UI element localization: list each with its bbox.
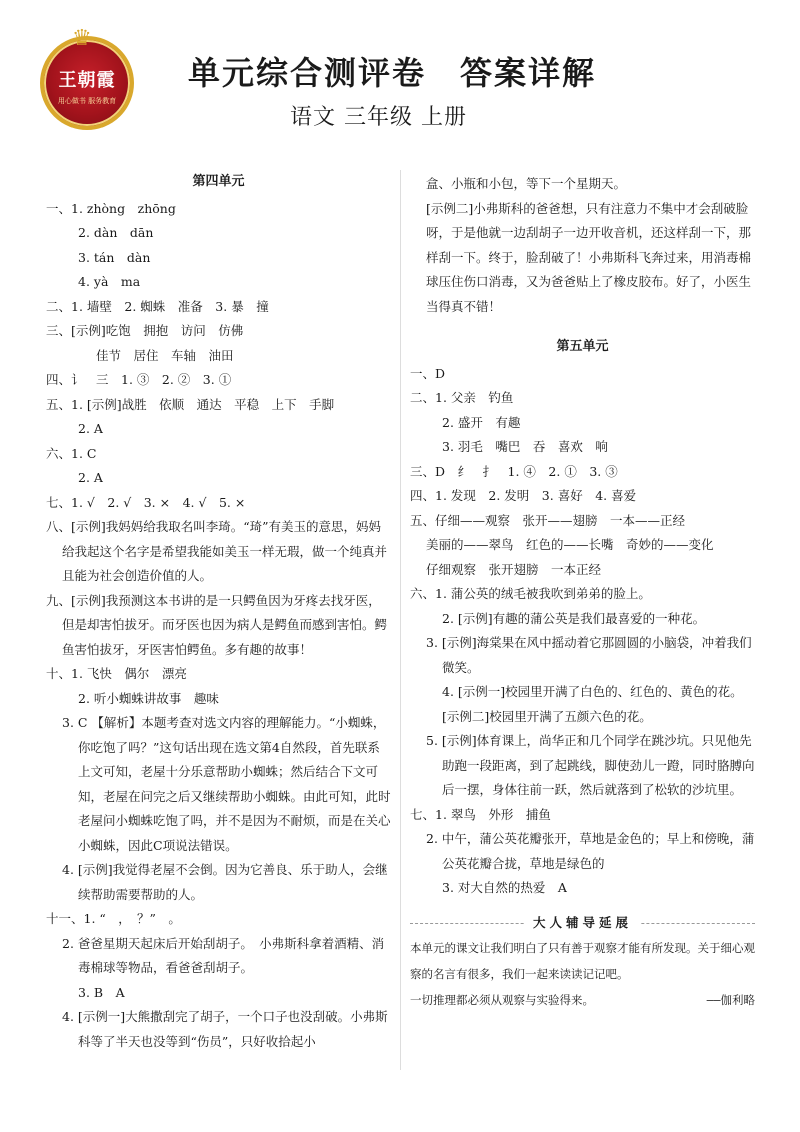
left-column [46, 170, 391, 1054]
answer-paragraph: [示例二]小弗斯科的爸爸想，只有注意力不集中才会刮破脸呀，于是他就一边刮胡子一边开收音机，还这样刮一下，那样刮一下。终于，脸刮破了！小弗斯科飞奔过来，用消毒棉球压住伤口消毒，又为爸爸贴上了橡皮胶布。好了，小医生当得真不错！ [426, 200, 752, 314]
unit-5-title: 第五单元 [556, 339, 609, 354]
page-subtitle: 语文 三年级 上册 [290, 105, 467, 130]
answer-line: 3. tán dàn [78, 249, 151, 265]
answer-line: 4. yà ma [78, 274, 141, 289]
parent-guidance-title-text: 大人辅导延展 [525, 915, 640, 930]
answer-line: 4. [示例一]校园里开满了白色的、红色的、黄色的花。 [442, 684, 743, 699]
crown-icon: ♛ [72, 26, 92, 51]
logo-text: 王朝霞 [58, 70, 116, 91]
answer-line: 盒、小瓶和小包，等下一个星期天。 [426, 176, 627, 191]
quote-author: ——伽利略 [706, 992, 755, 1007]
answer-line: 3. B A [78, 984, 125, 1000]
answer-line: 五、仔细——观察 张开——翅膀 一本——正经 [410, 512, 686, 528]
answer-line: 十一、1. “ ， ？” 。 [46, 911, 181, 926]
answer-line: [示例二]校园里开满了五颜六色的花。 [442, 708, 652, 724]
answer-line: 2. [示例]有趣的蒲公英是我们最喜爱的一种花。 [442, 610, 706, 626]
answer-line: 六、1. 蒲公英的绒毛被我吹到弟弟的脸上。 [410, 586, 651, 601]
brand-logo [40, 26, 134, 130]
answer-line: 2. A [78, 421, 103, 436]
answer-paragraph: 3. C 【解析】本题考查对选文内容的理解能力。“小蜘蛛，你吃饱了吗？”这句话出现在选文第4自然段，首先联系上文可知，老屋十分乐意帮助小蜘蛛；然后结合下文可知，老屋在问完之后又继续帮助小蜘蛛。由此可知，此时老屋问小蜘蛛吃饱了吗，并不是因为不耐烦，而是在关心小蜘蛛，因此C项说法错误。 [62, 715, 391, 853]
answer-line: 2. A [78, 470, 103, 485]
answer-line: 二、1. 墙壁 2. 蜘蛛 准备 3. 暴 撞 [46, 298, 269, 314]
unit-4-title: 第四单元 [192, 174, 245, 189]
parent-guidance-box [410, 911, 755, 1013]
page-title: 单元综合测评卷 答案详解 [188, 54, 597, 92]
column-divider [400, 170, 401, 1070]
answer-line: 3. 对大自然的热爱 A [442, 880, 567, 895]
answer-line: 三、D 纟 扌 1. ④ 2. ① 3. ③ [410, 463, 618, 479]
answer-line: 六、1. C [46, 445, 97, 461]
answer-line: 2. dàn dān [78, 225, 154, 240]
answer-line: 佳节 居住 车轴 油田 [96, 347, 234, 363]
parent-guidance-title [410, 911, 755, 935]
parent-guidance-body: 本单元的课文让我们明白了只有善于观察才能有所发现。关于细心观察的名言有很多，我们一起来读读记记吧。 [410, 940, 755, 981]
answer-line: 七、1. √ 2. √ 3. × 4. √ 5. × [46, 494, 246, 510]
answer-line: 五、1. [示例]战胜 依顺 通达 平稳 上下 手脚 [46, 396, 335, 412]
answer-line: 2. 盛开 有趣 [442, 414, 521, 430]
answer-paragraph: 4. [示例一]大熊撒刮完了胡子，一个口子也没刮破。小弗斯科等了半天也没等到“伤员”，只好收拾起小 [62, 1009, 388, 1049]
answer-paragraph: 2. 爸爸星期天起床后开始刮胡子。 小弗斯科拿着酒精、消毒棉球等物品，看爸爸刮胡子。 [62, 935, 385, 975]
answer-line: 十、1. 飞快 偶尔 漂亮 [46, 666, 187, 681]
answer-paragraph: 3. [示例]海棠果在风中摇动着它那圆圆的小脑袋，冲着我们微笑。 [426, 635, 752, 675]
answer-line: 仔细观察 张开翅膀 一本正经 [426, 561, 602, 577]
answer-line: 三、[示例]吃饱 拥抱 访问 仿佛 [46, 323, 244, 338]
answer-paragraph: 八、[示例]我妈妈给我取名叫李琦。“琦”有美玉的意思，妈妈给我起这个名字是希望我能如美玉一样无瑕，做一个纯真并且能为社会创造价值的人。 [46, 519, 388, 583]
answer-line: 七、1. 翠鸟 外形 捕鱼 [410, 806, 551, 822]
answer-paragraph: 2. 中午，蒲公英花瓣张开，草地是金色的；早上和傍晚，蒲公英花瓣合拢，草地是绿色的 [426, 831, 755, 871]
quote-text: 一切推理都必须从观察与实验得来。 [410, 992, 594, 1007]
right-column [410, 172, 755, 1013]
answer-line: 2. 听小蜘蛛讲故事 趣味 [78, 690, 219, 706]
logo-subtext: 用心做书 服务教育 [57, 97, 117, 105]
answer-line: 二、1. 父亲 钓鱼 [410, 390, 514, 405]
answer-paragraph: 5. [示例]体育课上，尚华正和几个同学在跳沙坑。只见他先助跑一段距离，到了起跳线，脚使劲儿一蹬，同时胳膊向后一摆，身体往前一跃，然后就落到了松软的沙坑里。 [426, 733, 755, 797]
answer-line: 一、1. zhòng zhōng [46, 200, 176, 216]
quote-line [410, 987, 755, 1013]
answer-line: 一、D [410, 365, 446, 381]
answer-paragraph: 4. [示例]我觉得老屋不会倒。因为它善良、乐于助人，会继续帮助需要帮助的人。 [62, 862, 388, 902]
answer-paragraph: 九、[示例]我预测这本书讲的是一只鳄鱼因为牙疼去找牙医，但是却害怕拔牙。而牙医也因为病人是鳄鱼而感到害怕。鳄鱼害怕拔牙，牙医害怕鳄鱼。多有趣的故事！ [46, 592, 388, 657]
answer-line: 四、讠 三 1. ③ 2. ② 3. ① [46, 372, 232, 387]
page-header [0, 0, 800, 150]
answer-line: 四、1. 发现 2. 发明 3. 喜好 4. 喜爱 [410, 488, 637, 503]
answer-line: 美丽的——翠鸟 红色的——长嘴 奇妙的——变化 [426, 537, 714, 552]
answer-line: 3. 羽毛 嘴巴 吞 喜欢 响 [442, 439, 608, 454]
